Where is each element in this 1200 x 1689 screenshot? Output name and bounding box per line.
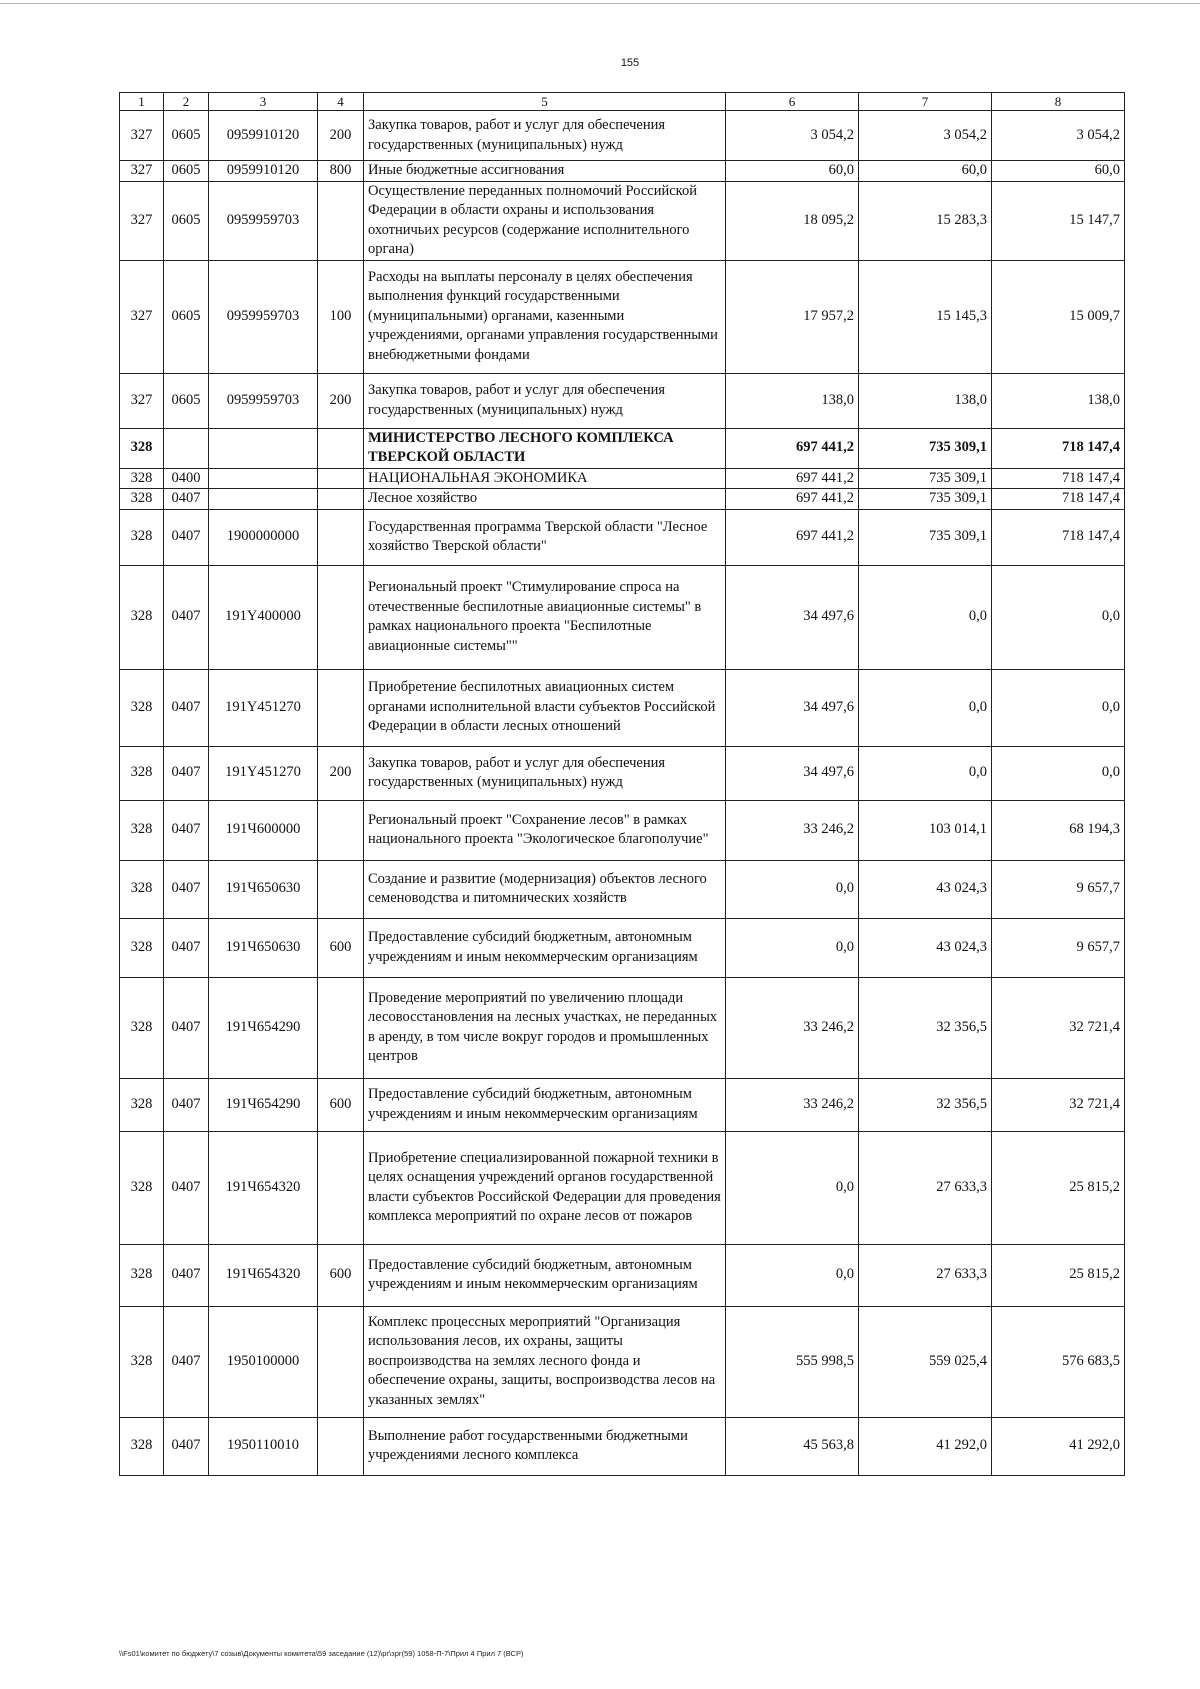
cell-amount-col6: 33 246,2 bbox=[726, 977, 859, 1078]
cell-amount-col8: 9 657,7 bbox=[992, 860, 1125, 918]
table-row bbox=[120, 977, 1125, 1078]
cell-target-code: 191Ч650630 bbox=[209, 918, 318, 977]
cell-name: Комплекс процессных мероприятий "Организация использования лесов, их охраны, защиты воспроизводства на землях лесного фонда и обеспечение охраны, защиты, воспроизводства лесов на указанных землях" bbox=[364, 1306, 726, 1417]
cell-expense-type: 800 bbox=[318, 161, 364, 182]
cell-expense-type bbox=[318, 1417, 364, 1475]
column-number: 8 bbox=[992, 93, 1125, 111]
cell-name: Закупка товаров, работ и услуг для обеспечения государственных (муниципальных) нужд bbox=[364, 746, 726, 800]
table-row bbox=[120, 260, 1125, 373]
cell-amount-col7: 32 356,5 bbox=[859, 1078, 992, 1131]
cell-name: НАЦИОНАЛЬНАЯ ЭКОНОМИКА bbox=[364, 468, 726, 489]
cell-section-code: 0407 bbox=[164, 1306, 209, 1417]
cell-admin-code: 327 bbox=[120, 373, 164, 428]
cell-amount-col7: 735 309,1 bbox=[859, 468, 992, 489]
cell-amount-col8: 25 815,2 bbox=[992, 1244, 1125, 1306]
cell-admin-code: 328 bbox=[120, 428, 164, 468]
cell-amount-col7: 0,0 bbox=[859, 565, 992, 669]
table-body bbox=[120, 111, 1125, 1476]
cell-target-code: 191Ч654290 bbox=[209, 977, 318, 1078]
cell-name: Создание и развитие (модернизация) объектов лесного семеноводства и питомнических хозяйств bbox=[364, 860, 726, 918]
cell-expense-type: 600 bbox=[318, 1078, 364, 1131]
cell-expense-type bbox=[318, 565, 364, 669]
cell-section-code: 0407 bbox=[164, 565, 209, 669]
cell-section-code: 0407 bbox=[164, 860, 209, 918]
cell-amount-col8: 0,0 bbox=[992, 669, 1125, 746]
cell-admin-code: 327 bbox=[120, 161, 164, 182]
cell-amount-col7: 15 145,3 bbox=[859, 260, 992, 373]
cell-amount-col6: 34 497,6 bbox=[726, 746, 859, 800]
table-row bbox=[120, 1244, 1125, 1306]
cell-amount-col7: 60,0 bbox=[859, 161, 992, 182]
cell-amount-col8: 32 721,4 bbox=[992, 977, 1125, 1078]
cell-amount-col7: 41 292,0 bbox=[859, 1417, 992, 1475]
cell-section-code: 0400 bbox=[164, 468, 209, 489]
table-row bbox=[120, 181, 1125, 260]
cell-amount-col6: 34 497,6 bbox=[726, 669, 859, 746]
cell-name: Закупка товаров, работ и услуг для обеспечения государственных (муниципальных) нужд bbox=[364, 111, 726, 161]
cell-admin-code: 327 bbox=[120, 260, 164, 373]
column-number: 5 bbox=[364, 93, 726, 111]
cell-name: Предоставление субсидий бюджетным, автономным учреждениям и иным некоммерческим организациям bbox=[364, 1078, 726, 1131]
cell-section-code: 0407 bbox=[164, 509, 209, 565]
cell-target-code: 191Y451270 bbox=[209, 746, 318, 800]
cell-amount-col8: 0,0 bbox=[992, 565, 1125, 669]
cell-amount-col8: 15 009,7 bbox=[992, 260, 1125, 373]
cell-amount-col8: 68 194,3 bbox=[992, 800, 1125, 860]
cell-expense-type: 200 bbox=[318, 746, 364, 800]
cell-section-code: 0407 bbox=[164, 669, 209, 746]
cell-amount-col6: 697 441,2 bbox=[726, 468, 859, 489]
cell-amount-col7: 103 014,1 bbox=[859, 800, 992, 860]
cell-amount-col7: 735 309,1 bbox=[859, 428, 992, 468]
cell-target-code: 1950100000 bbox=[209, 1306, 318, 1417]
cell-name: Расходы на выплаты персоналу в целях обеспечения выполнения функций государственными (муниципальными) органами, казенными учреждениями, органами управления государственными внебюджетными фондами bbox=[364, 260, 726, 373]
table-row bbox=[120, 1417, 1125, 1475]
cell-admin-code: 328 bbox=[120, 800, 164, 860]
cell-section-code: 0605 bbox=[164, 260, 209, 373]
column-number: 1 bbox=[120, 93, 164, 111]
cell-amount-col7: 559 025,4 bbox=[859, 1306, 992, 1417]
cell-expense-type bbox=[318, 428, 364, 468]
cell-amount-col8: 15 147,7 bbox=[992, 181, 1125, 260]
cell-admin-code: 328 bbox=[120, 977, 164, 1078]
cell-amount-col7: 27 633,3 bbox=[859, 1244, 992, 1306]
scan-edge-line bbox=[0, 3, 1200, 4]
cell-name: Лесное хозяйство bbox=[364, 489, 726, 510]
cell-amount-col6: 138,0 bbox=[726, 373, 859, 428]
cell-admin-code: 327 bbox=[120, 181, 164, 260]
cell-amount-col7: 735 309,1 bbox=[859, 509, 992, 565]
cell-amount-col6: 0,0 bbox=[726, 860, 859, 918]
cell-amount-col6: 45 563,8 bbox=[726, 1417, 859, 1475]
cell-amount-col6: 555 998,5 bbox=[726, 1306, 859, 1417]
table-row bbox=[120, 669, 1125, 746]
cell-expense-type bbox=[318, 1306, 364, 1417]
cell-target-code: 191Ч654320 bbox=[209, 1244, 318, 1306]
table-row bbox=[120, 918, 1125, 977]
cell-target-code: 191Y400000 bbox=[209, 565, 318, 669]
table-row bbox=[120, 428, 1125, 468]
cell-amount-col7: 3 054,2 bbox=[859, 111, 992, 161]
cell-expense-type bbox=[318, 1131, 364, 1244]
cell-target-code bbox=[209, 468, 318, 489]
cell-section-code: 0407 bbox=[164, 489, 209, 510]
cell-admin-code: 328 bbox=[120, 1078, 164, 1131]
column-number: 7 bbox=[859, 93, 992, 111]
cell-name: Приобретение специализированной пожарной техники в целях оснащения учреждений органов государственной власти субъектов Российской Федерации для проведения комплекса мероприятий по охране лесов от пожаров bbox=[364, 1131, 726, 1244]
table-row bbox=[120, 1078, 1125, 1131]
cell-admin-code: 328 bbox=[120, 509, 164, 565]
cell-admin-code: 327 bbox=[120, 111, 164, 161]
cell-name: Региональный проект "Сохранение лесов" в рамках национального проекта "Экологическое благополучие" bbox=[364, 800, 726, 860]
cell-amount-col6: 3 054,2 bbox=[726, 111, 859, 161]
table-row bbox=[120, 111, 1125, 161]
cell-expense-type: 200 bbox=[318, 373, 364, 428]
cell-admin-code: 328 bbox=[120, 565, 164, 669]
cell-target-code: 0959959703 bbox=[209, 181, 318, 260]
cell-amount-col6: 697 441,2 bbox=[726, 489, 859, 510]
table-row bbox=[120, 860, 1125, 918]
column-number: 4 bbox=[318, 93, 364, 111]
cell-section-code: 0605 bbox=[164, 373, 209, 428]
cell-expense-type: 600 bbox=[318, 1244, 364, 1306]
cell-section-code: 0407 bbox=[164, 1078, 209, 1131]
table-row bbox=[120, 746, 1125, 800]
cell-name: Предоставление субсидий бюджетным, автономным учреждениям и иным некоммерческим организациям bbox=[364, 918, 726, 977]
cell-amount-col6: 697 441,2 bbox=[726, 509, 859, 565]
cell-amount-col6: 18 095,2 bbox=[726, 181, 859, 260]
cell-name: Закупка товаров, работ и услуг для обеспечения государственных (муниципальных) нужд bbox=[364, 373, 726, 428]
cell-amount-col8: 718 147,4 bbox=[992, 489, 1125, 510]
cell-target-code: 1950110010 bbox=[209, 1417, 318, 1475]
cell-target-code bbox=[209, 428, 318, 468]
cell-amount-col6: 0,0 bbox=[726, 1244, 859, 1306]
cell-expense-type bbox=[318, 509, 364, 565]
cell-target-code: 191Ч654320 bbox=[209, 1131, 318, 1244]
page-number: 155 bbox=[620, 57, 640, 69]
cell-amount-col7: 43 024,3 bbox=[859, 918, 992, 977]
cell-target-code: 191Ч654290 bbox=[209, 1078, 318, 1131]
cell-expense-type bbox=[318, 468, 364, 489]
column-number-row bbox=[120, 93, 1125, 111]
column-number: 6 bbox=[726, 93, 859, 111]
cell-name: Иные бюджетные ассигнования bbox=[364, 161, 726, 182]
cell-target-code bbox=[209, 489, 318, 510]
cell-amount-col8: 25 815,2 bbox=[992, 1131, 1125, 1244]
cell-expense-type bbox=[318, 181, 364, 260]
cell-section-code: 0407 bbox=[164, 977, 209, 1078]
cell-target-code: 0959910120 bbox=[209, 161, 318, 182]
cell-admin-code: 328 bbox=[120, 489, 164, 510]
budget-table bbox=[119, 92, 1125, 1476]
cell-amount-col6: 33 246,2 bbox=[726, 800, 859, 860]
table-row bbox=[120, 489, 1125, 510]
cell-name: Приобретение беспилотных авиационных систем органами исполнительной власти субъектов Российской Федерации в области лесных отношений bbox=[364, 669, 726, 746]
cell-section-code: 0407 bbox=[164, 1244, 209, 1306]
table-row bbox=[120, 1306, 1125, 1417]
table-row bbox=[120, 468, 1125, 489]
cell-amount-col8: 0,0 bbox=[992, 746, 1125, 800]
cell-amount-col8: 32 721,4 bbox=[992, 1078, 1125, 1131]
cell-name: Проведение мероприятий по увеличению площади лесовосстановления на лесных участках, не переданных в аренду, в том числе вокруг городов и промышленных центров bbox=[364, 977, 726, 1078]
cell-name: Предоставление субсидий бюджетным, автономным учреждениям и иным некоммерческим организациям bbox=[364, 1244, 726, 1306]
cell-admin-code: 328 bbox=[120, 1244, 164, 1306]
table-row bbox=[120, 800, 1125, 860]
cell-name: Региональный проект "Стимулирование спроса на отечественные беспилотные авиационные системы" в рамках национального проекта "Беспилотные авиационные системы"" bbox=[364, 565, 726, 669]
cell-amount-col8: 41 292,0 bbox=[992, 1417, 1125, 1475]
cell-amount-col7: 43 024,3 bbox=[859, 860, 992, 918]
cell-admin-code: 328 bbox=[120, 746, 164, 800]
cell-admin-code: 328 bbox=[120, 860, 164, 918]
cell-amount-col8: 718 147,4 bbox=[992, 509, 1125, 565]
cell-name: МИНИСТЕРСТВО ЛЕСНОГО КОМПЛЕКСА ТВЕРСКОЙ ОБЛАСТИ bbox=[364, 428, 726, 468]
cell-expense-type: 100 bbox=[318, 260, 364, 373]
cell-name: Осуществление переданных полномочий Российской Федерации в области охраны и использования охотничьих ресурсов (содержание исполнительного органа) bbox=[364, 181, 726, 260]
cell-amount-col8: 138,0 bbox=[992, 373, 1125, 428]
cell-amount-col6: 0,0 bbox=[726, 918, 859, 977]
cell-amount-col8: 3 054,2 bbox=[992, 111, 1125, 161]
cell-section-code: 0407 bbox=[164, 1131, 209, 1244]
cell-amount-col6: 34 497,6 bbox=[726, 565, 859, 669]
cell-expense-type bbox=[318, 800, 364, 860]
cell-amount-col8: 718 147,4 bbox=[992, 468, 1125, 489]
cell-section-code: 0605 bbox=[164, 111, 209, 161]
cell-expense-type bbox=[318, 489, 364, 510]
cell-amount-col6: 0,0 bbox=[726, 1131, 859, 1244]
cell-name: Выполнение работ государственными бюджетными учреждениями лесного комплекса bbox=[364, 1417, 726, 1475]
cell-section-code: 0605 bbox=[164, 161, 209, 182]
cell-amount-col7: 27 633,3 bbox=[859, 1131, 992, 1244]
cell-admin-code: 328 bbox=[120, 1131, 164, 1244]
cell-target-code: 191Y451270 bbox=[209, 669, 318, 746]
cell-section-code bbox=[164, 428, 209, 468]
cell-amount-col6: 697 441,2 bbox=[726, 428, 859, 468]
cell-target-code: 191Ч600000 bbox=[209, 800, 318, 860]
table-row bbox=[120, 509, 1125, 565]
cell-amount-col8: 60,0 bbox=[992, 161, 1125, 182]
cell-amount-col7: 735 309,1 bbox=[859, 489, 992, 510]
cell-target-code: 0959910120 bbox=[209, 111, 318, 161]
footer-file-path: \\Fs01\комитет по бюджету\7 созыв\Документы комитета\59 заседание (12)\рг\зрг(59) 1058-П-7\Прил 4 Прил 7 (ВСР) bbox=[119, 1649, 524, 1658]
cell-admin-code: 328 bbox=[120, 1417, 164, 1475]
column-number: 2 bbox=[164, 93, 209, 111]
cell-amount-col7: 0,0 bbox=[859, 669, 992, 746]
cell-amount-col8: 576 683,5 bbox=[992, 1306, 1125, 1417]
cell-target-code: 1900000000 bbox=[209, 509, 318, 565]
cell-name: Государственная программа Тверской области "Лесное хозяйство Тверской области" bbox=[364, 509, 726, 565]
cell-expense-type: 200 bbox=[318, 111, 364, 161]
cell-target-code: 0959959703 bbox=[209, 260, 318, 373]
cell-amount-col6: 60,0 bbox=[726, 161, 859, 182]
cell-amount-col8: 718 147,4 bbox=[992, 428, 1125, 468]
cell-section-code: 0407 bbox=[164, 800, 209, 860]
cell-target-code: 191Ч650630 bbox=[209, 860, 318, 918]
cell-amount-col7: 15 283,3 bbox=[859, 181, 992, 260]
table-row bbox=[120, 373, 1125, 428]
cell-admin-code: 328 bbox=[120, 1306, 164, 1417]
cell-section-code: 0407 bbox=[164, 1417, 209, 1475]
table-row bbox=[120, 565, 1125, 669]
cell-expense-type bbox=[318, 860, 364, 918]
cell-admin-code: 328 bbox=[120, 918, 164, 977]
cell-amount-col8: 9 657,7 bbox=[992, 918, 1125, 977]
cell-expense-type: 600 bbox=[318, 918, 364, 977]
cell-admin-code: 328 bbox=[120, 669, 164, 746]
table-row bbox=[120, 1131, 1125, 1244]
cell-amount-col7: 138,0 bbox=[859, 373, 992, 428]
cell-target-code: 0959959703 bbox=[209, 373, 318, 428]
cell-section-code: 0407 bbox=[164, 746, 209, 800]
cell-expense-type bbox=[318, 669, 364, 746]
cell-amount-col6: 33 246,2 bbox=[726, 1078, 859, 1131]
cell-expense-type bbox=[318, 977, 364, 1078]
cell-amount-col6: 17 957,2 bbox=[726, 260, 859, 373]
cell-admin-code: 328 bbox=[120, 468, 164, 489]
table-row bbox=[120, 161, 1125, 182]
cell-amount-col7: 32 356,5 bbox=[859, 977, 992, 1078]
cell-section-code: 0407 bbox=[164, 918, 209, 977]
column-number: 3 bbox=[209, 93, 318, 111]
cell-section-code: 0605 bbox=[164, 181, 209, 260]
cell-amount-col7: 0,0 bbox=[859, 746, 992, 800]
